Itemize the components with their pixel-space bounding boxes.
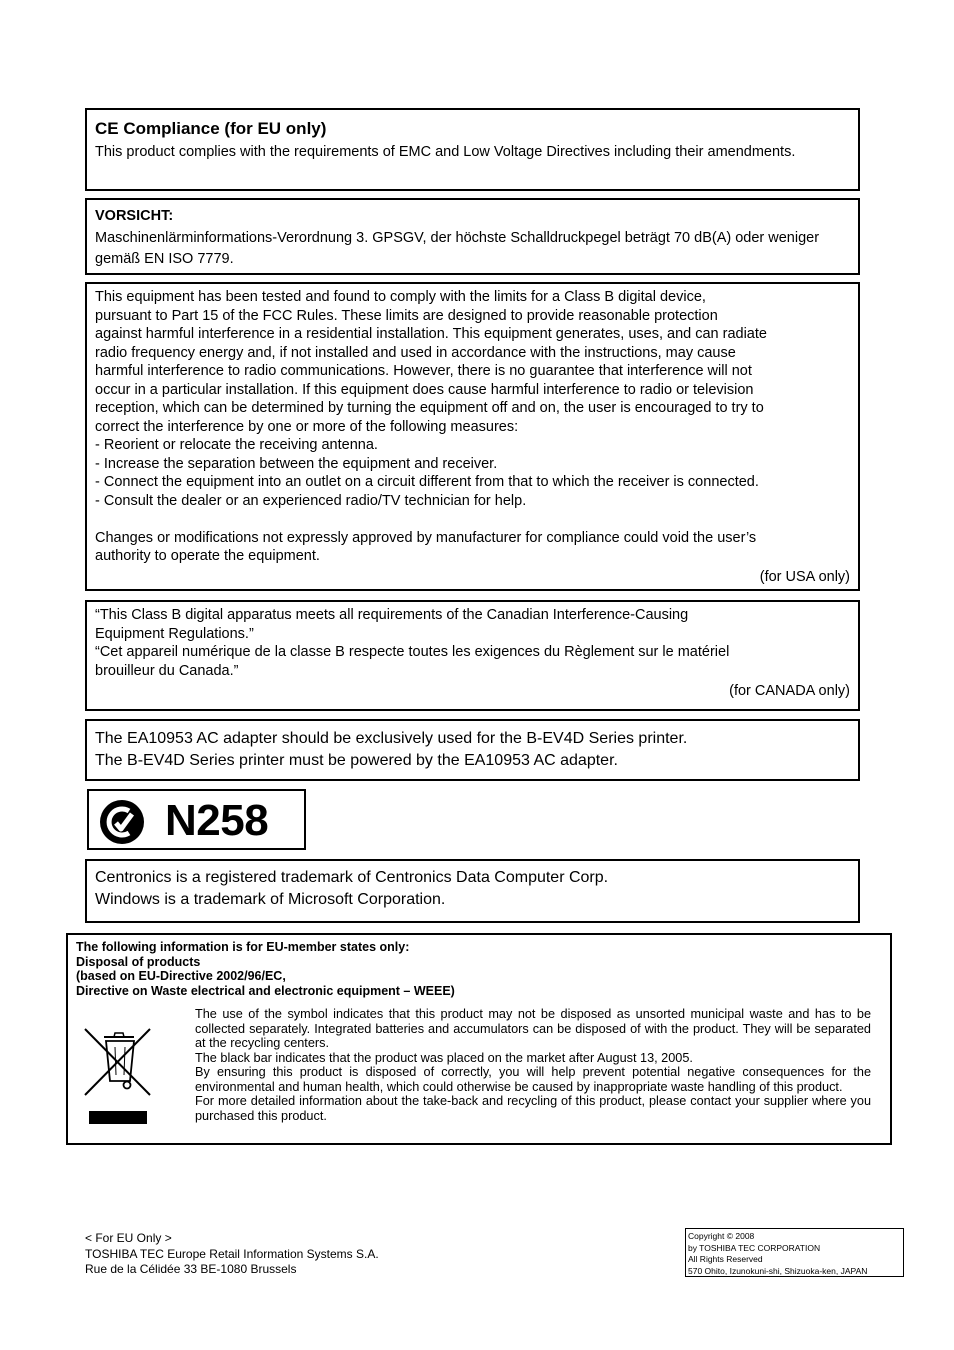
weee-heading-line: Disposal of products [76, 954, 201, 969]
fcc-spacer [95, 510, 850, 529]
ce-title: CE Compliance (for EU only) [95, 119, 327, 138]
weee-paragraph: The black bar indicates that the product was placed on the market after August 13, 2005. [195, 1050, 693, 1065]
trademark-line-2: Windows is a trademark of Microsoft Corporation. [95, 891, 446, 908]
vorsicht-text: Maschinenlärminformations-Verordnung 3. GPSGV, der höchste Schalldruckpegel beträgt 70 dB(A) oder weniger gemäß EN ISO 7779. [95, 230, 820, 267]
fcc-notice-box [85, 282, 860, 591]
weee-heading-line: The following information is for EU-member states only: [76, 940, 410, 954]
footer-line: Rue de la Célidée 33 BE-1080 Brussels [85, 1262, 297, 1276]
fcc-line: pursuant to Part 15 of the FCC Rules. These limits are designed to provide reasonable protection [95, 307, 718, 324]
fcc-line: occur in a particular installation. If this equipment does cause harmful interference to radio or television [95, 381, 754, 398]
copyright-line: Copyright © 2008 [688, 1231, 755, 1241]
canada-line: “Cet appareil numérique de la classe B respecte toutes les exigences du Règlement sur le matériel [95, 644, 730, 660]
ce-compliance-box [85, 108, 860, 191]
copyright-line: 570 Ohito, Izunokuni-shi, Shizuoka-ken, JAPAN [688, 1265, 868, 1276]
fcc-changes-line: authority to operate the equipment. [95, 548, 320, 564]
canada-region-note: (for CANADA only) [729, 683, 850, 699]
canada-line: Equipment Regulations.” [95, 625, 254, 642]
ce-text: This product complies with the requirements of EMC and Low Voltage Directives including their amendments. [95, 144, 796, 160]
copyright-box [685, 1228, 904, 1277]
weee-paragraph: For more detailed information about the take-back and recycling of this product, please contact your supplier where you purchased this product. [195, 1094, 871, 1123]
vorsicht-box [85, 198, 860, 275]
canada-line: brouilleur du Canada.” [95, 662, 239, 679]
ctick-mark [87, 789, 306, 850]
footer-line: < For EU Only > [85, 1231, 172, 1245]
fcc-measure: - Consult the dealer or an experienced radio/TV technician for help. [95, 492, 527, 509]
ctick-logo-icon [99, 799, 145, 845]
adapter-line-2: The B-EV4D Series printer must be powered by the EA10953 AC adapter. [95, 752, 618, 769]
copyright-line: All Rights Reserved [688, 1254, 763, 1264]
weee-paragraph: The use of the symbol indicates that this product may not be disposed as unsorted municipal waste and has to be collected separately. Integrated batteries and accumulators can be disposed of with the product. They will be separated at the recycling centers. [195, 1007, 871, 1050]
fcc-line: correct the interference by one or more of the following measures: [95, 418, 519, 435]
trademark-box [85, 859, 860, 923]
fcc-line: radio frequency energy and, if not installed and used in accordance with the instructions, may cause [95, 344, 736, 361]
fcc-measure: - Increase the separation between the equipment and receiver. [95, 455, 498, 472]
canada-line: “This Class B digital apparatus meets all requirements of the Canadian Interference-Causing [95, 607, 689, 623]
weee-box [66, 933, 892, 1145]
ctick-supplier-code: N258 [165, 796, 269, 845]
footer-line: TOSHIBA TEC Europe Retail Information Systems S.A. [85, 1246, 379, 1261]
weee-heading-line: Directive on Waste electrical and electronic equipment – WEEE) [76, 983, 455, 998]
weee-text [195, 1007, 871, 1123]
canada-notice-box [85, 600, 860, 711]
vorsicht-title: VORSICHT: [95, 208, 174, 224]
fcc-measure: - Connect the equipment into an outlet on a circuit different from that to which the receiver is connected. [95, 474, 759, 490]
copyright-line: by TOSHIBA TEC CORPORATION [688, 1242, 821, 1253]
fcc-changes-line: Changes or modifications not expressly approved by manufacturer for compliance could void the user’s [95, 529, 757, 546]
fcc-line: against harmful interference in a residential installation. This equipment generates, uses, and can radiate [95, 326, 767, 342]
weee-heading-line: (based on EU-Directive 2002/96/EC, [76, 969, 286, 983]
trademark-line-1: Centronics is a registered trademark of Centronics Data Computer Corp. [95, 869, 609, 886]
weee-paragraph: By ensuring this product is disposed of correctly, you will help prevent potential negative consequences for the environmental and human health, which could otherwise be caused by inappropriate waste handling of this product. [195, 1065, 871, 1094]
fcc-region-note: (for USA only) [759, 568, 850, 585]
fcc-line: This equipment has been tested and found to comply with the limits for a Class B digital device, [95, 289, 706, 305]
fcc-line: reception, which can be determined by turning the equipment off and on, the user is encouraged to try to [95, 400, 764, 416]
adapter-line-1: The EA10953 AC adapter should be exclusively used for the B-EV4D Series printer. [95, 730, 688, 747]
fcc-measure: - Reorient or relocate the receiving antenna. [95, 437, 378, 453]
crossed-out-wheelie-bin-icon [82, 1025, 154, 1125]
adapter-notice-box [85, 719, 860, 781]
eu-representative-address [85, 1231, 379, 1278]
fcc-line: harmful interference to radio communications. However, there is no guarantee that interference will not [95, 363, 752, 379]
